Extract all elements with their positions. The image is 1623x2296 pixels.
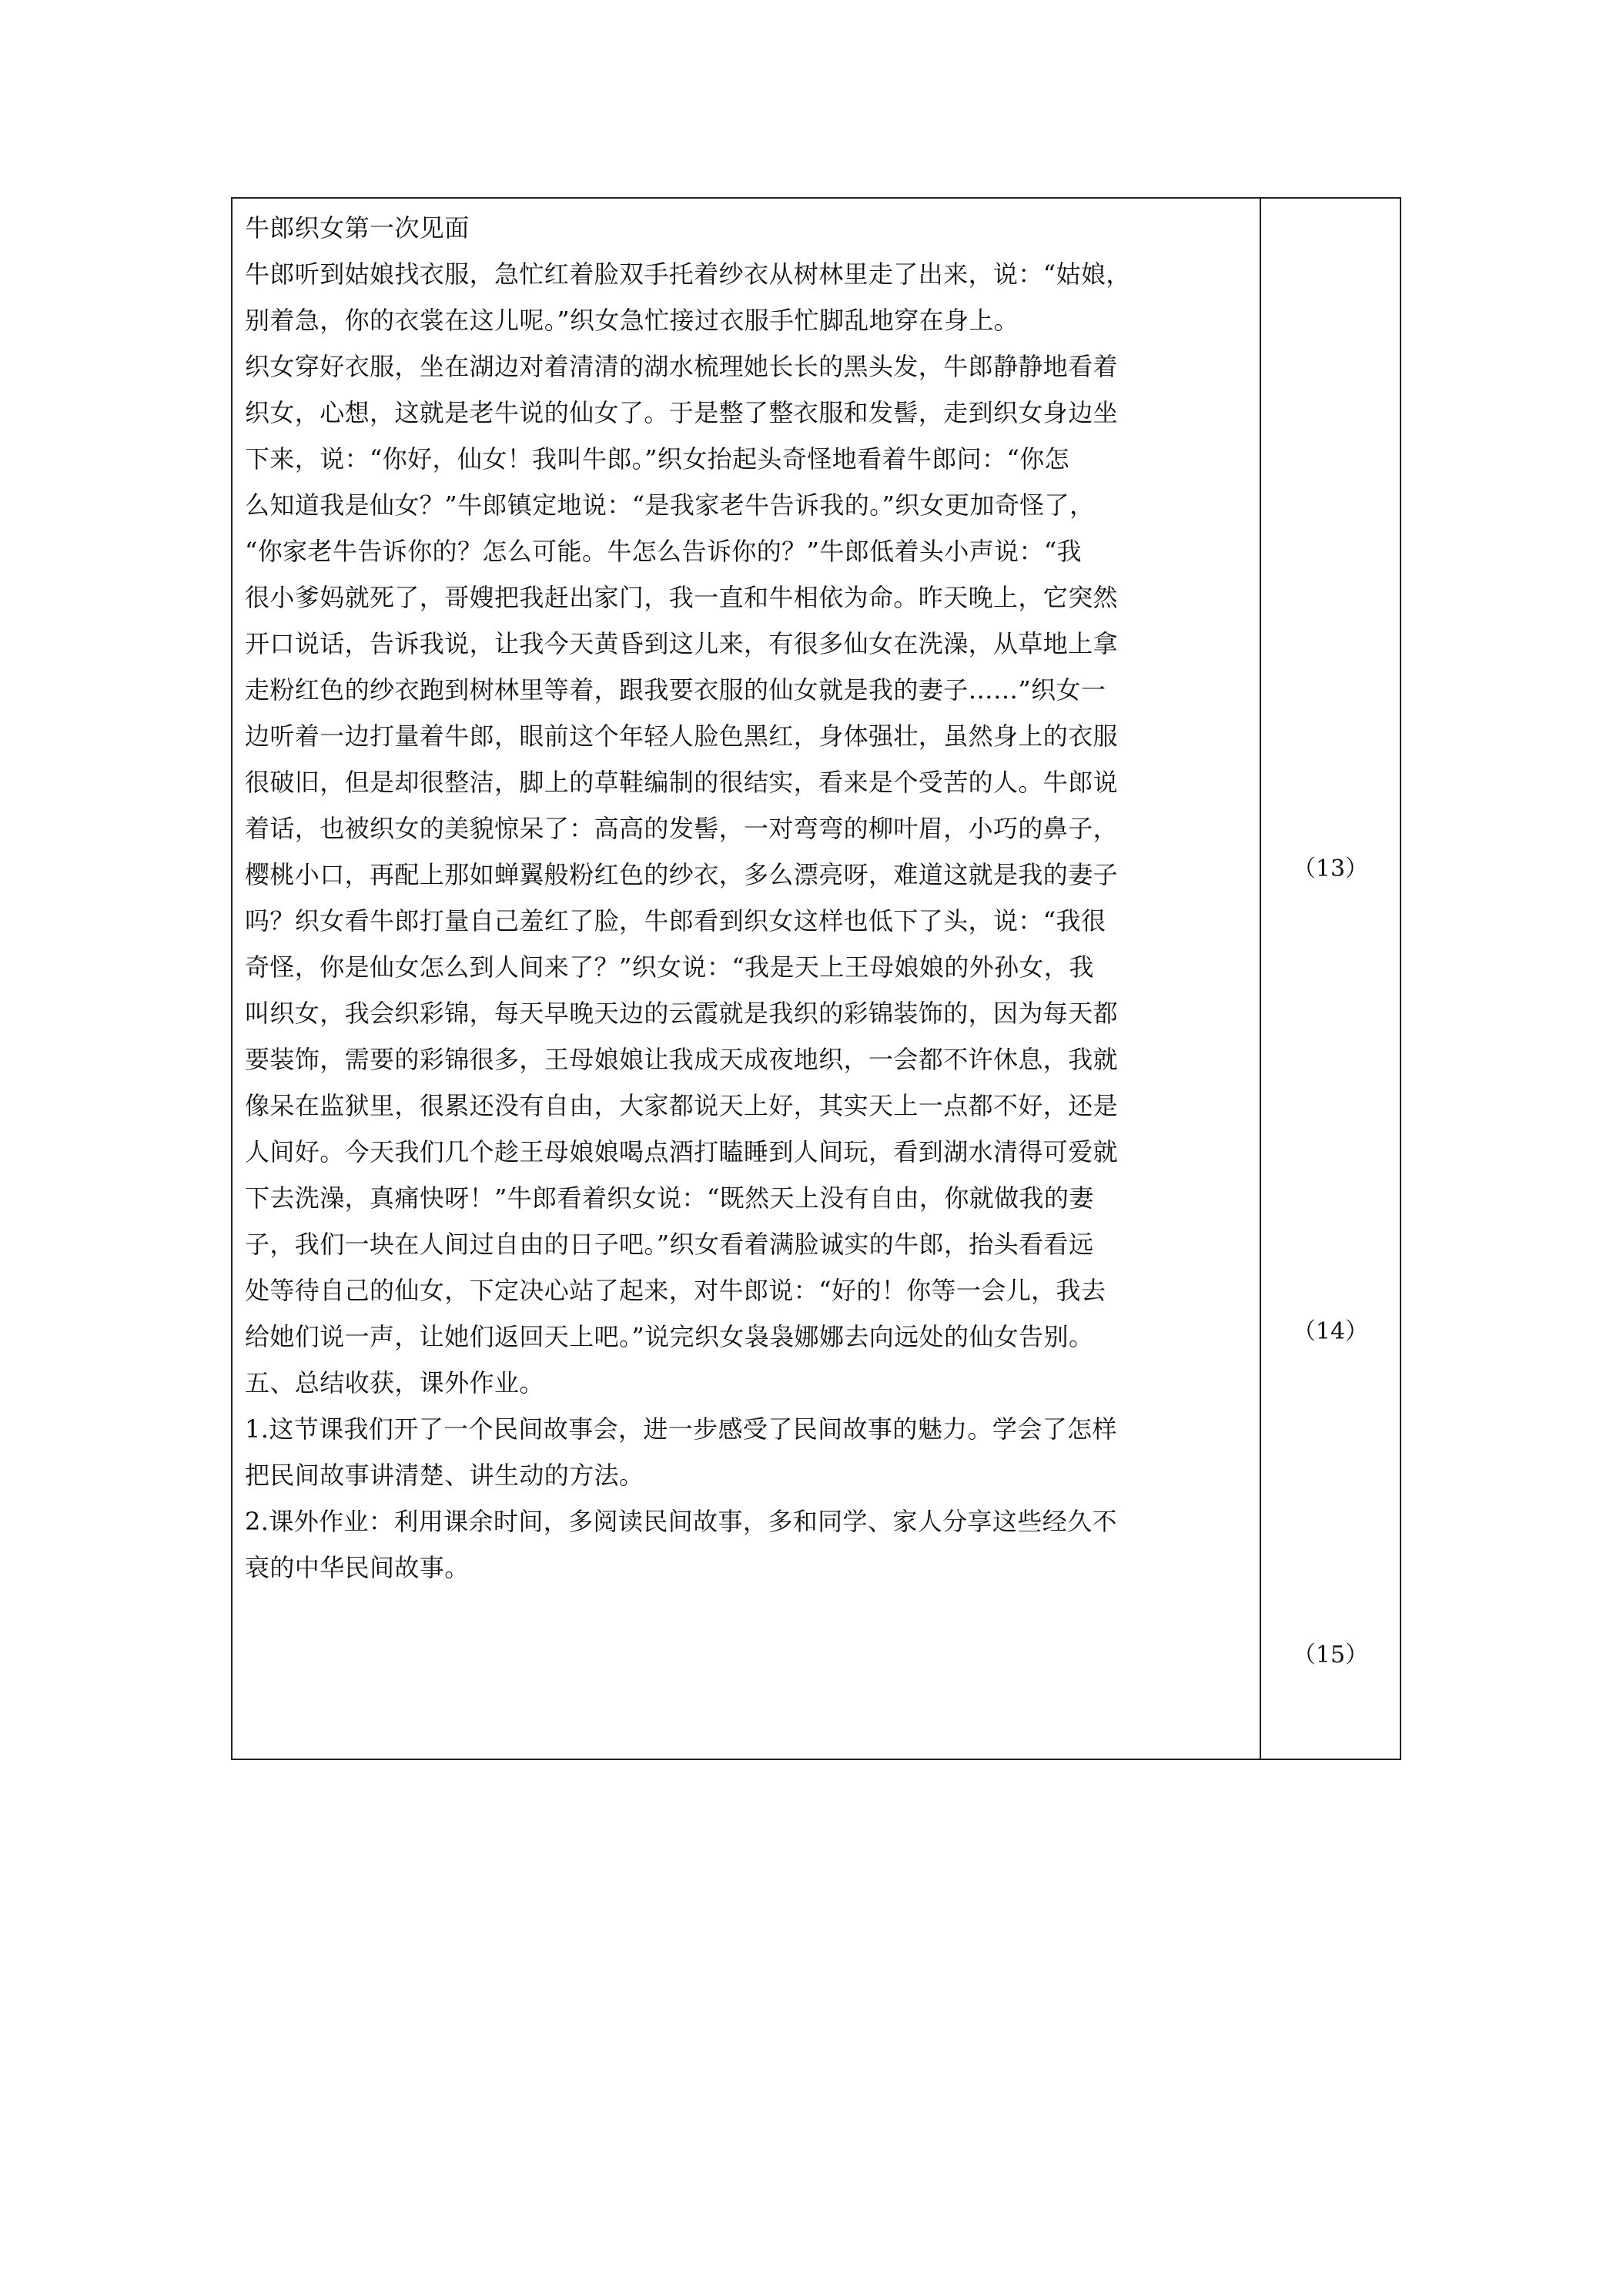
step-marker: （14） [1292,1318,1369,1345]
text-line: 别着急，你的衣裳在这儿呢。”织女急忙接过衣服手忙脚乱地穿在身上。 [245,306,1019,335]
text-line: 2.课外作业：利用课余时间，多阅读民间故事，多和同学、家人分享这些经久不 [245,1507,1117,1536]
text-line: 走粉红色的纱衣跑到树林里等着，跟我要衣服的仙女就是我的妻子……”织女一 [245,675,1106,705]
text-line: 很小爹妈就死了，哥嫂把我赶出家门，我一直和牛相依为命。昨天晚上，它突然 [245,583,1119,612]
section-heading: 牛郎织女第一次见面 [245,213,470,243]
lesson-table [231,197,1401,1760]
marker-cell [1261,199,1400,1759]
text-line: 着话，也被织女的美貌惊呆了：高高的发髻，一对弯弯的柳叶眉，小巧的鼻子， [245,814,1119,843]
text-line: 很破旧，但是却很整洁，脚上的草鞋编制的很结实，看来是个受苦的人。牛郎说 [245,768,1119,797]
text-line: 么知道我是仙女？”牛郎镇定地说：“是我家老牛告诉我的。”织女更加奇怪了， [245,490,1095,520]
text-line: 衰的中华民间故事。 [245,1553,470,1582]
text-line: 边听着一边打量着牛郎，眼前这个年轻人脸色黑红，身体强壮，虽然身上的衣服 [245,721,1119,751]
content-cell [233,199,1261,1759]
text-line: 织女，心想，这就是老牛说的仙女了。于是整了整衣服和发髻，走到织女身边坐 [245,398,1119,427]
text-line: 织女穿好衣服，坐在湖边对着清清的湖水梳理她长长的黑头发，牛郎静静地看着 [245,352,1119,381]
text-line: 把民间故事讲清楚、讲生动的方法。 [245,1461,644,1490]
text-line: 1.这节课我们开了一个民间故事会，进一步感受了民间故事的魅力。学会了怎样 [245,1414,1117,1444]
section-heading: 五、总结收获，课外作业。 [245,1368,544,1397]
text-line: 开口说话，告诉我说，让我今天黄昏到这儿来，有很多仙女在洗澡，从草地上拿 [245,629,1119,658]
text-line: 吗？织女看牛郎打量自己羞红了脸，牛郎看到织女这样也低下了头，说：“我很 [245,906,1106,935]
text-line: 樱桃小口，再配上那如蝉翼般粉红色的纱衣，多么漂亮呀，难道这就是我的妻子 [245,860,1119,889]
text-line: 像呆在监狱里，很累还没有自由，大家都说天上好，其实天上一点都不好，还是 [245,1091,1119,1120]
text-line: 下去洗澡，真痛快呀！”牛郎看着织女说：“既然天上没有自由，你就做我的妻 [245,1183,1094,1213]
text-line: 给她们说一声，让她们返回天上吧。”说完织女袅袅娜娜去向远处的仙女告别。 [245,1322,1094,1351]
text-line: 下来，说：“你好，仙女！我叫牛郎。”织女抬起头奇怪地看着牛郎问：“你怎 [245,444,1070,474]
step-marker: （13） [1292,855,1369,882]
text-line: 牛郎听到姑娘找衣服，急忙红着脸双手托着纱衣从树林里走了出来，说：“姑娘， [245,259,1131,289]
text-line: “你家老牛告诉你的？怎么可能。牛怎么告诉你的？”牛郎低着头小声说：“我 [245,537,1083,566]
step-marker: （15） [1292,1642,1369,1668]
text-line: 奇怪，你是仙女怎么到人间来了？”织女说：“我是天上王母娘娘的外孙女，我 [245,952,1094,982]
text-line: 要装饰，需要的彩锦很多，王母娘娘让我成天成夜地织，一会都不许休息，我就 [245,1045,1119,1074]
text-line: 人间好。今天我们几个趁王母娘娘喝点酒打瞌睡到人间玩，看到湖水清得可爱就 [245,1137,1119,1166]
text-line: 叫织女，我会织彩锦，每天早晚天边的云霞就是我织的彩锦装饰的，因为每天都 [245,999,1119,1028]
text-line: 处等待自己的仙女，下定决心站了起来，对牛郎说：“好的！你等一会儿，我去 [245,1276,1106,1305]
text-line: 子，我们一块在人间过自由的日子吧。”织女看着满脸诚实的牛郎，抬头看看远 [245,1230,1094,1259]
